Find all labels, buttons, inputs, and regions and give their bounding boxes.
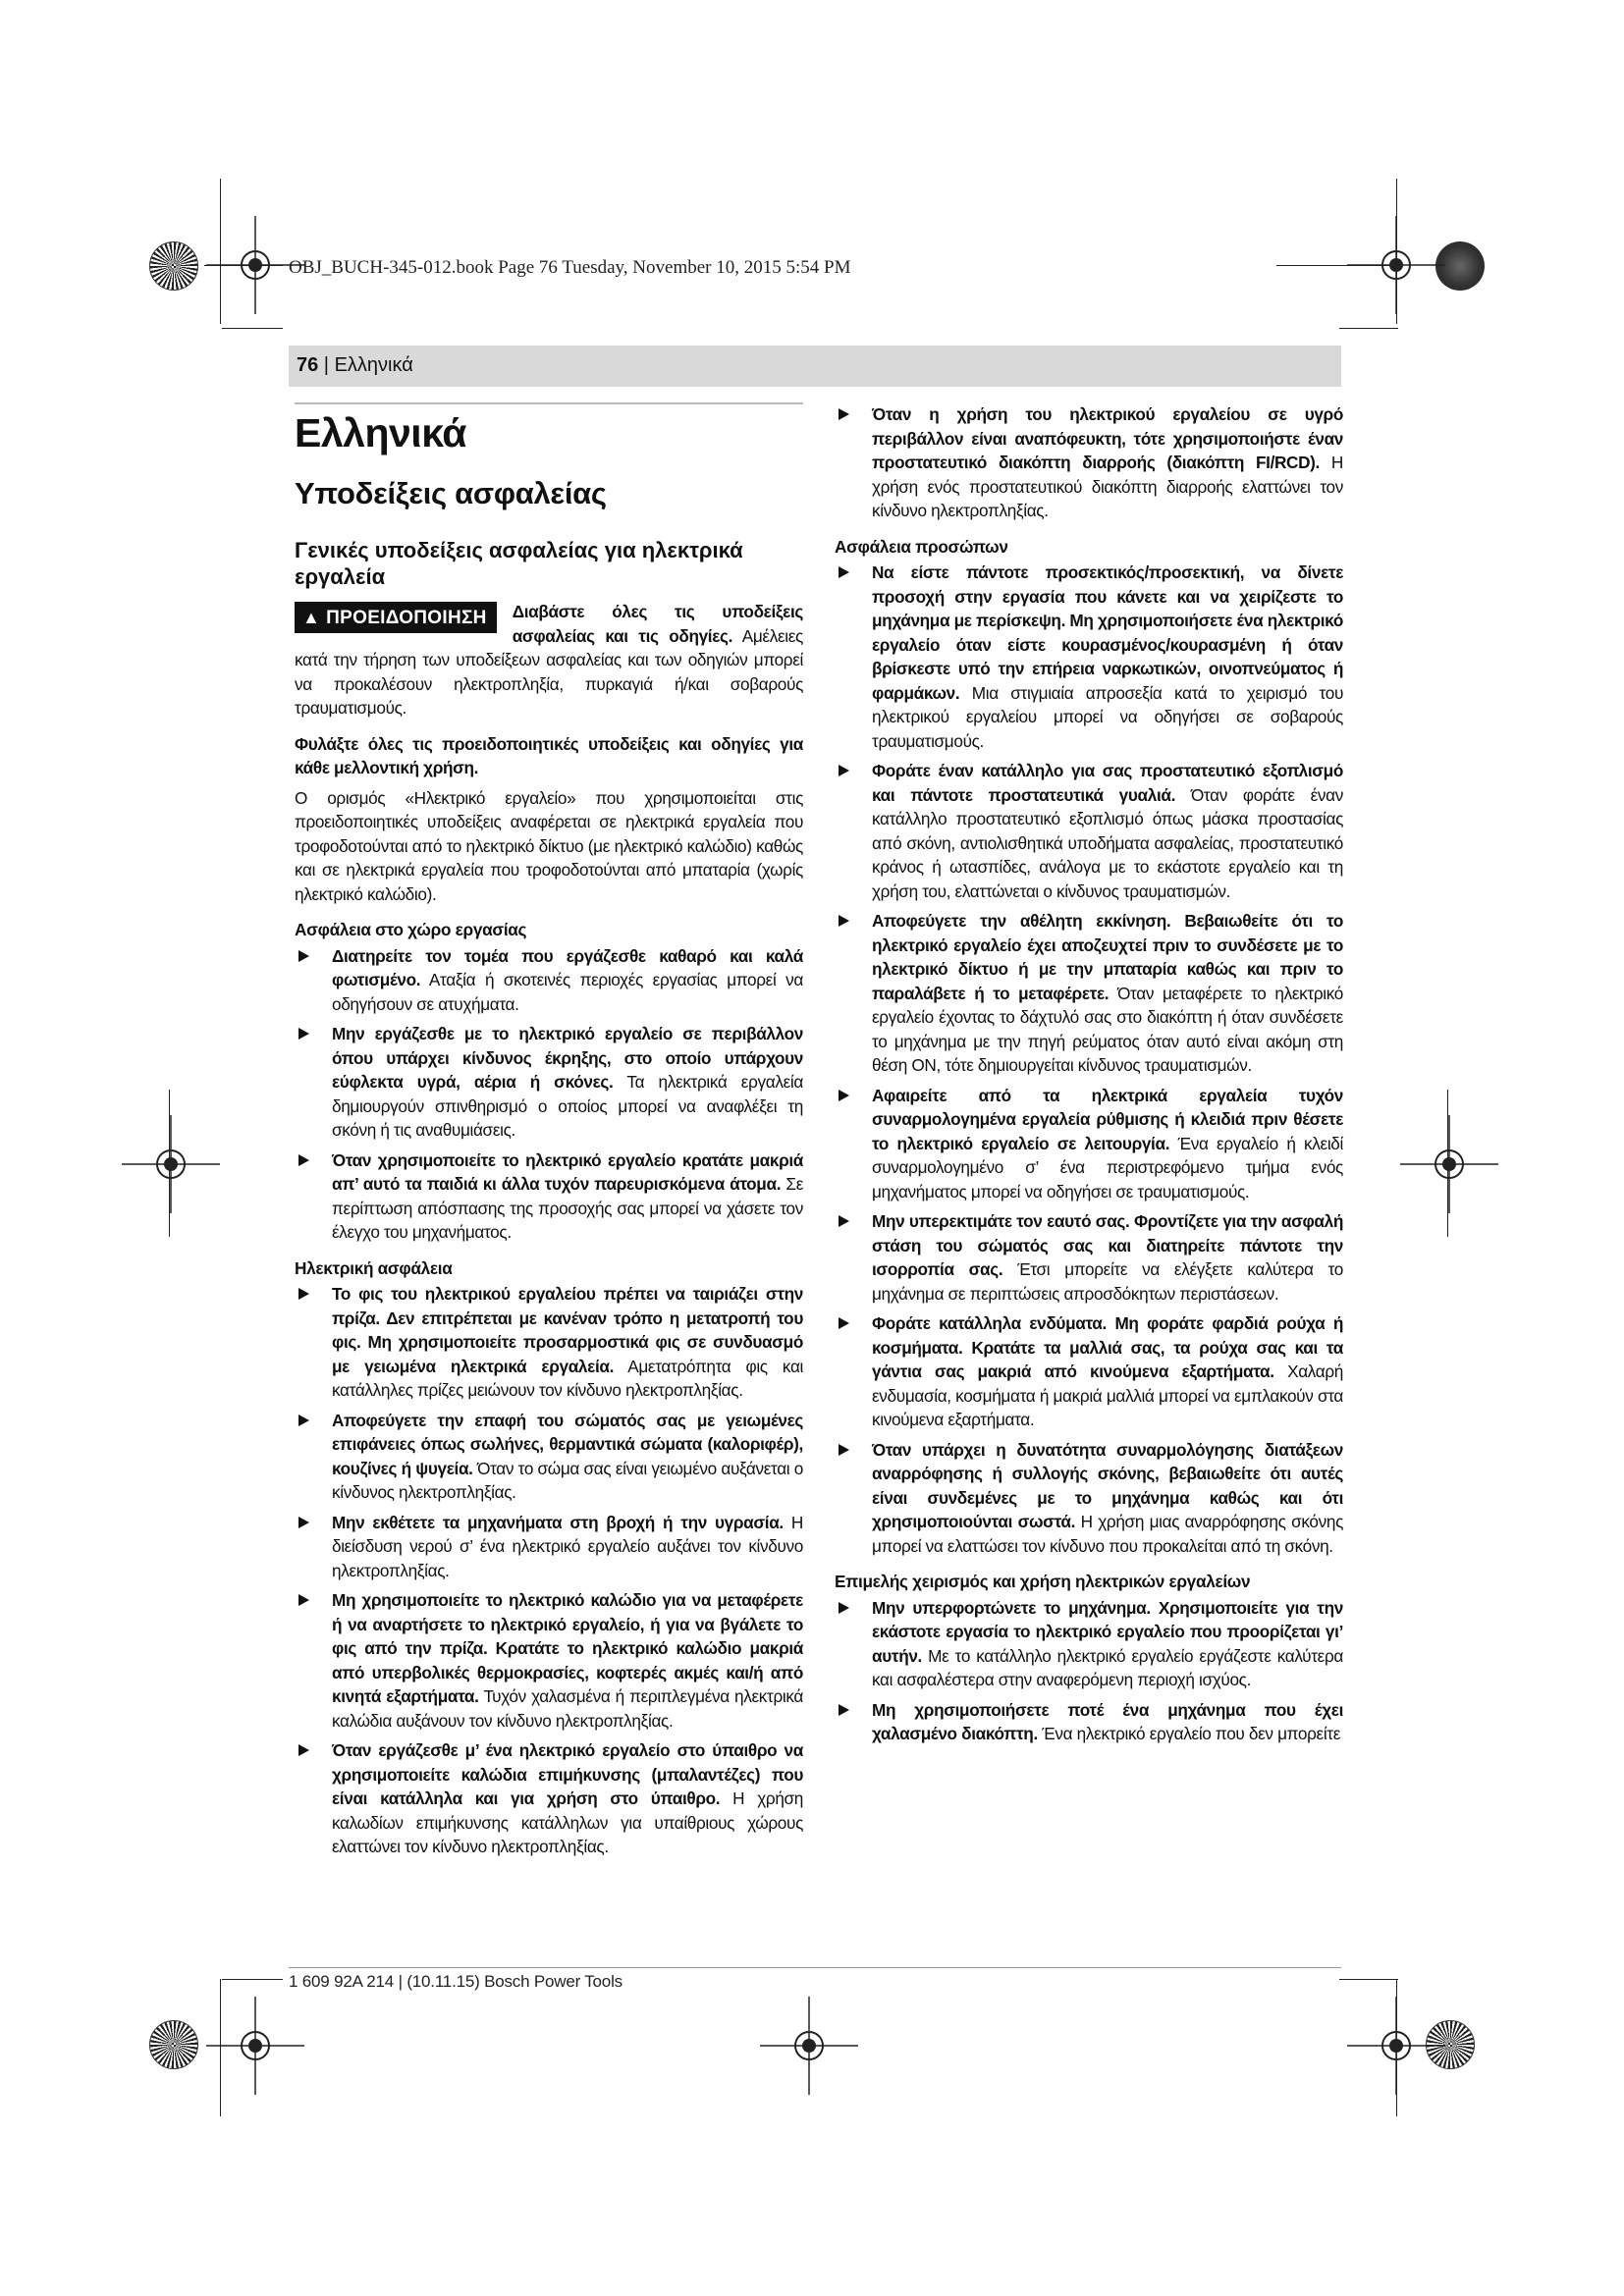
definition-paragraph: Ο ορισμός «Ηλεκτρικό εργαλείο» που χρησιμοποιείται στις προειδοποιητικές υποδείξεις αναφέρεται σε ηλεκτρικά εργαλεία που τροφοδοτούνται από το ηλεκτρικό δίκτυο (με ηλεκτρικό καλώδιο) καθώς και σε ηλεκτρικά εργαλεία που τροφοδοτούνται από μπαταρία (χωρίς ηλεκτρικό καλώδιο). bbox=[295, 787, 803, 904]
crop-mark bbox=[1339, 328, 1398, 329]
work-area-heading: Ασφάλεια στο χώρο εργασίας bbox=[295, 920, 527, 939]
list-item: Φοράτε έναν κατάλληλο για σας προστατευτικό εξοπλισμό και πάντοτε προστατευτικά γυαλιά. Όταν φοράτε έναν κατάλληλο προστατευτικό εξοπλισμό όπως μάσκα προστασίας από σκόνη, αντιολισθητικά υποδήματα ασφαλείας, προστατευτικό κράνος ή ωτασπίδες, ανάλογα με το εκάστοτε εργαλείο και τη χρήση του, ελαττώνεται ο κίνδυνος τραυματισμών. bbox=[835, 759, 1343, 903]
title-rule bbox=[295, 402, 803, 404]
list-item: Όταν χρησιμοποιείτε το ηλεκτρικό εργαλείο κρατάτε μακριά απ’ αυτό τα παιδιά κι άλλα τυχόν παρευρισκόμενα άτομα. Σε περίπτωση απόσπασης της προσοχής σας μπορεί να χάσετε τον έλεγχο του μηχανήματος. bbox=[295, 1148, 803, 1245]
bullet-triangle-icon bbox=[298, 1517, 309, 1528]
bullet-triangle-icon bbox=[839, 1704, 849, 1716]
electrical-safety-heading: Ηλεκτρική ασφάλεια bbox=[295, 1257, 453, 1278]
list-item: Μην υπερεκτιμάτε τον εαυτό σας. Φροντίζετε για την ασφαλή στάση του σώματός σας και διατηρείτε πάντοτε την ισορροπία σας. Έτσι μπορείτε να ελέγξετε καλύτερα το μηχάνημα σε περιπτώσεις απροσδόκητων περιστάσεων. bbox=[835, 1209, 1343, 1306]
color-rosette-icon bbox=[149, 2020, 198, 2069]
registration-crosshair-icon bbox=[1347, 216, 1445, 314]
bullet-triangle-icon bbox=[298, 1288, 309, 1300]
bullet-triangle-icon bbox=[298, 1154, 309, 1166]
keep-instructions: Φυλάξτε όλες τις προειδοποιητικές υποδείξεις και οδηγίες για κάθε μελλοντική χρήση. bbox=[295, 733, 803, 777]
list-item: Το φις του ηλεκτρικού εργαλείου πρέπει να ταιριάζει στην πρίζα. Δεν επιτρέπεται με κανέναν τρόπο η μετατροπή του φις. Μη χρησιμοποιείτε προσαρμοστικά φις σε συνδυασμό με γειωμένα ηλεκτρικά εργαλεία. Αμετατρόπητα φις και κατάλληλες πρίζες μειώνουν τον κίνδυνο ηλεκτροπληξίας. bbox=[295, 1282, 803, 1403]
registration-crosshair-icon bbox=[122, 1115, 220, 1213]
crop-mark bbox=[222, 1979, 283, 1980]
left-column bbox=[295, 402, 803, 1865]
personal-safety-heading: Ασφάλεια προσώπων bbox=[835, 536, 1008, 557]
page-number: 76 bbox=[297, 354, 319, 376]
careful-use-heading: Επιμελής χειρισμός και χρήση ηλεκτρικών εργαλείων bbox=[835, 1572, 1251, 1591]
list-item: Όταν υπάρχει η δυνατότητα συναρμολόγησης διατάξεων αναρρόφησης ή συλλογής σκόνης, βεβαιωθείτε ότι αυτές είναι συνδεμένες με το μηχάνημα καθώς και ότι χρησιμοποιούνται σωστά. Η χρήση μιας αναρρόφησης σκόνης μπορεί να ελαττώσει τον κίνδυνο που προκαλείται από τη σκόνη. bbox=[835, 1438, 1343, 1559]
list-item: Αποφεύγετε την αθέλητη εκκίνηση. Βεβαιωθείτε ότι το ηλεκτρικό εργαλείο έχει αποζευχτεί πριν το συνδέσετε με το ηλεκτρικό δίκτυο ή με την μπαταρία καθώς και πριν το παραλάβετε ή το μεταφέρετε. Όταν μεταφέρετε το ηλεκτρικό εργαλείο έχοντας το δάχτυλό σας στο διακόπτη ή όταν συνδέσετε το μηχάνημα με την πηγή ρεύματος όταν αυτό είναι ακόμη στη θέση ON, τότε δημιουργείται κίνδυνος τραυματισμών. bbox=[835, 909, 1343, 1078]
list-item: Όταν εργάζεσθε μ’ ένα ηλεκτρικό εργαλείο στο ύπαιθρο να χρησιμοποιείτε καλώδια επιμήκυνσης (μπαλαντέζες) που είναι κατάλληλα και για χρήση στο ύπαιθρο. Η χρήση καλωδίων επιμήκυνσης κατάλληλων για υπαίθριους χώρους ελαττώνει τον κίνδυνο ηλεκτροπληξίας. bbox=[295, 1738, 803, 1859]
bullet-triangle-icon bbox=[839, 1317, 849, 1329]
footer-rule bbox=[289, 1967, 1341, 1968]
bullet-triangle-icon bbox=[298, 1415, 309, 1426]
registration-crosshair-icon bbox=[1347, 1997, 1445, 2095]
registration-crosshair-icon bbox=[1400, 1115, 1498, 1213]
warning-text: Αμέλειες κατά την τήρηση των υποδείξεων ασφαλείας και των οδηγιών μπορεί να προκαλέσουν ηλεκτροπληξία, πυρκαγιά ή/και σοβαρούς τραυματισμούς. bbox=[295, 625, 803, 718]
list-item: Μη χρησιμοποιήσετε ποτέ ένα μηχάνημα που έχει χαλασμένο διακόπτη. Ένα ηλεκτρικό εργαλείο που δεν μπορείτε bbox=[835, 1698, 1343, 1746]
page-title: Ελληνικά bbox=[295, 410, 466, 455]
warning-bold: Διαβάστε όλες τις υποδείξεις ασφαλείας και τις οδηγίες. bbox=[512, 602, 803, 646]
list-item: Να είστε πάντοτε προσεκτικός/προσεκτική, να δίνετε προσοχή στην εργασία που κάνετε και να χειρίζεστε το μηχάνημα με περίσκεψη. Μη χρησιμοποιήσετε ένα ηλεκτρικό εργαλείο όταν είστε κουρασμένος/κουρασμένη ή όταν βρίσκεστε υπό την επήρεια ναρκωτικών, οινοπνεύματος ή φαρμάκων. Μια στιγμιαία απροσεξία κατά το χειρισμό του ηλεκτρικού εργαλείου μπορεί να οδηγήσει σε σοβαρούς τραυματισμούς. bbox=[835, 561, 1343, 753]
bullet-triangle-icon bbox=[298, 950, 309, 962]
list-item: Μην εκθέτετε τα μηχανήματα στη βροχή ή την υγρασία. Η διείσδυση νερού σ’ ένα ηλεκτρικό εργαλείο αυξάνει τον κίνδυνο ηλεκτροπληξίας. bbox=[295, 1511, 803, 1583]
bullet-triangle-icon bbox=[839, 1602, 849, 1614]
page-header-label: 76 | Ελληνικά bbox=[297, 354, 413, 376]
list-item: Μην εργάζεσθε με το ηλεκτρικό εργαλείο σε περιβάλλον όπου υπάρχει κίνδυνος έκρηξης, στο οποίο υπάρχουν εύφλεκτα υγρά, αέρια ή σκόνες. Τα ηλεκτρικά εργαλεία δημιουργούν σπινθηρισμό ο οποίος μπορεί να αναφλέξει τη σκόνη ή τις αναθυμιάσεις. bbox=[295, 1022, 803, 1143]
general-safety-heading: Γενικές υποδείξεις ασφαλείας για ηλεκτρικά εργαλεία bbox=[295, 538, 743, 589]
list-item: Διατηρείτε τον τομέα που εργάζεσθε καθαρό και καλά φωτισμένο. Αταξία ή σκοτεινές περιοχές εργασίας μπορεί να οδηγήσουν σε ατυχήματα. bbox=[295, 944, 803, 1017]
bullet-triangle-icon bbox=[298, 1594, 309, 1606]
page-footer: 1 609 92A 214 | (10.11.15) Bosch Power Tools bbox=[289, 1972, 623, 1991]
bullet-triangle-icon bbox=[839, 408, 849, 420]
bullet-triangle-icon bbox=[839, 1444, 849, 1456]
crop-mark bbox=[222, 328, 283, 329]
crop-mark bbox=[1339, 1979, 1398, 1980]
bullet-triangle-icon bbox=[839, 566, 849, 578]
page-header-bar bbox=[289, 346, 1341, 387]
color-rosette-icon bbox=[149, 241, 198, 291]
warning-triangle-icon: ▲ bbox=[302, 608, 321, 627]
bullet-triangle-icon bbox=[839, 1215, 849, 1227]
warning-badge: ▲ ΠΡΟΕΙΔΟΠΟΙΗΣΗ bbox=[295, 602, 497, 633]
book-info-header: OBJ_BUCH-345-012.book Page 76 Tuesday, November 10, 2015 5:54 PM bbox=[289, 257, 851, 278]
registration-crosshair-icon bbox=[760, 1997, 858, 2095]
bullet-triangle-icon bbox=[298, 1028, 309, 1040]
page-language: Ελληνικά bbox=[334, 354, 413, 376]
bullet-triangle-icon bbox=[298, 1744, 309, 1756]
warning-block bbox=[295, 600, 803, 726]
bullet-triangle-icon bbox=[839, 1090, 849, 1101]
list-item: Όταν η χρήση του ηλεκτρικού εργαλείου σε υγρό περιβάλλον είναι αναπόφευκτη, τότε χρησιμοποιήστε έναν προστατευτικό διακόπτη διαρροής (διακόπτη FI/RCD). Η χρήση ενός προστατευτικού διακόπτη διαρροής ελαττώνει τον κίνδυνο ηλεκτροπληξίας. bbox=[835, 402, 1343, 523]
registration-crosshair-icon bbox=[206, 1997, 304, 2095]
list-item: Μην υπερφορτώνετε το μηχάνημα. Χρησιμοποιείτε για την εκάστοτε εργασία το ηλεκτρικό εργαλείο που προορίζεται γι’ αυτήν. Με το κατάλληλο ηλεκτρικό εργαλείο εργάζεστε καλύτερα και ασφαλέστερα στην αναφερόμενη περιοχή ισχύος. bbox=[835, 1596, 1343, 1692]
list-item: Αφαιρείτε από τα ηλεκτρικά εργαλεία τυχόν συναρμολογημένα εργαλεία ρύθμισης ή κλειδιά πριν θέσετε το ηλεκτρικό εργαλείο σε λειτουργία. Ένα εργαλείο ή κλειδί συναρμολογημένο σ’ ένα περιστρεφόμενο τμήμα ενός μηχανήματος μπορεί να οδηγήσει σε τραυματισμούς. bbox=[835, 1084, 1343, 1204]
bullet-triangle-icon bbox=[839, 915, 849, 927]
right-column bbox=[835, 402, 1343, 1752]
list-item: Φοράτε κατάλληλα ενδύματα. Μη φοράτε φαρδιά ρούχα ή κοσμήματα. Κρατάτε τα μαλλιά σας, τα ρούχα σας και τα γάντια σας μακριά από κινούμενα εξαρτήματα. Χαλαρή ενδυμασία, κοσμήματα ή μακριά μαλλιά μπορεί να εμπλακούν στα κινούμενα εξαρτήματα. bbox=[835, 1311, 1343, 1432]
list-item: Αποφεύγετε την επαφή του σώματός σας με γειωμένες επιφάνειες όπως σωλήνες, θερμαντικά σώματα (καλοριφέρ), κουζίνες ή ψυγεία. Όταν το σώμα σας είναι γειωμένο αυξάνεται ο κίνδυνος ηλεκτροπληξίας. bbox=[295, 1409, 803, 1505]
list-item: Μη χρησιμοποιείτε το ηλεκτρικό καλώδιο για να μεταφέρετε ή να αναρτήσετε το ηλεκτρικό εργαλείο, ή για να βγάλετε το φις από την πρίζα. Κρατάτε το ηλεκτρικό καλώδιο μακριά από υπερβολικές θερμοκρασίες, κοφτερές ακμές και/ή από κινητά εξαρτήματα. Τυχόν χαλασμένα ή περιπλεγμένα ηλεκτρικά καλώδια αυξάνουν τον κίνδυνο ηλεκτροπληξίας. bbox=[295, 1588, 803, 1733]
bullet-triangle-icon bbox=[839, 765, 849, 776]
safety-heading: Υποδείξεις ασφαλείας bbox=[295, 476, 607, 510]
